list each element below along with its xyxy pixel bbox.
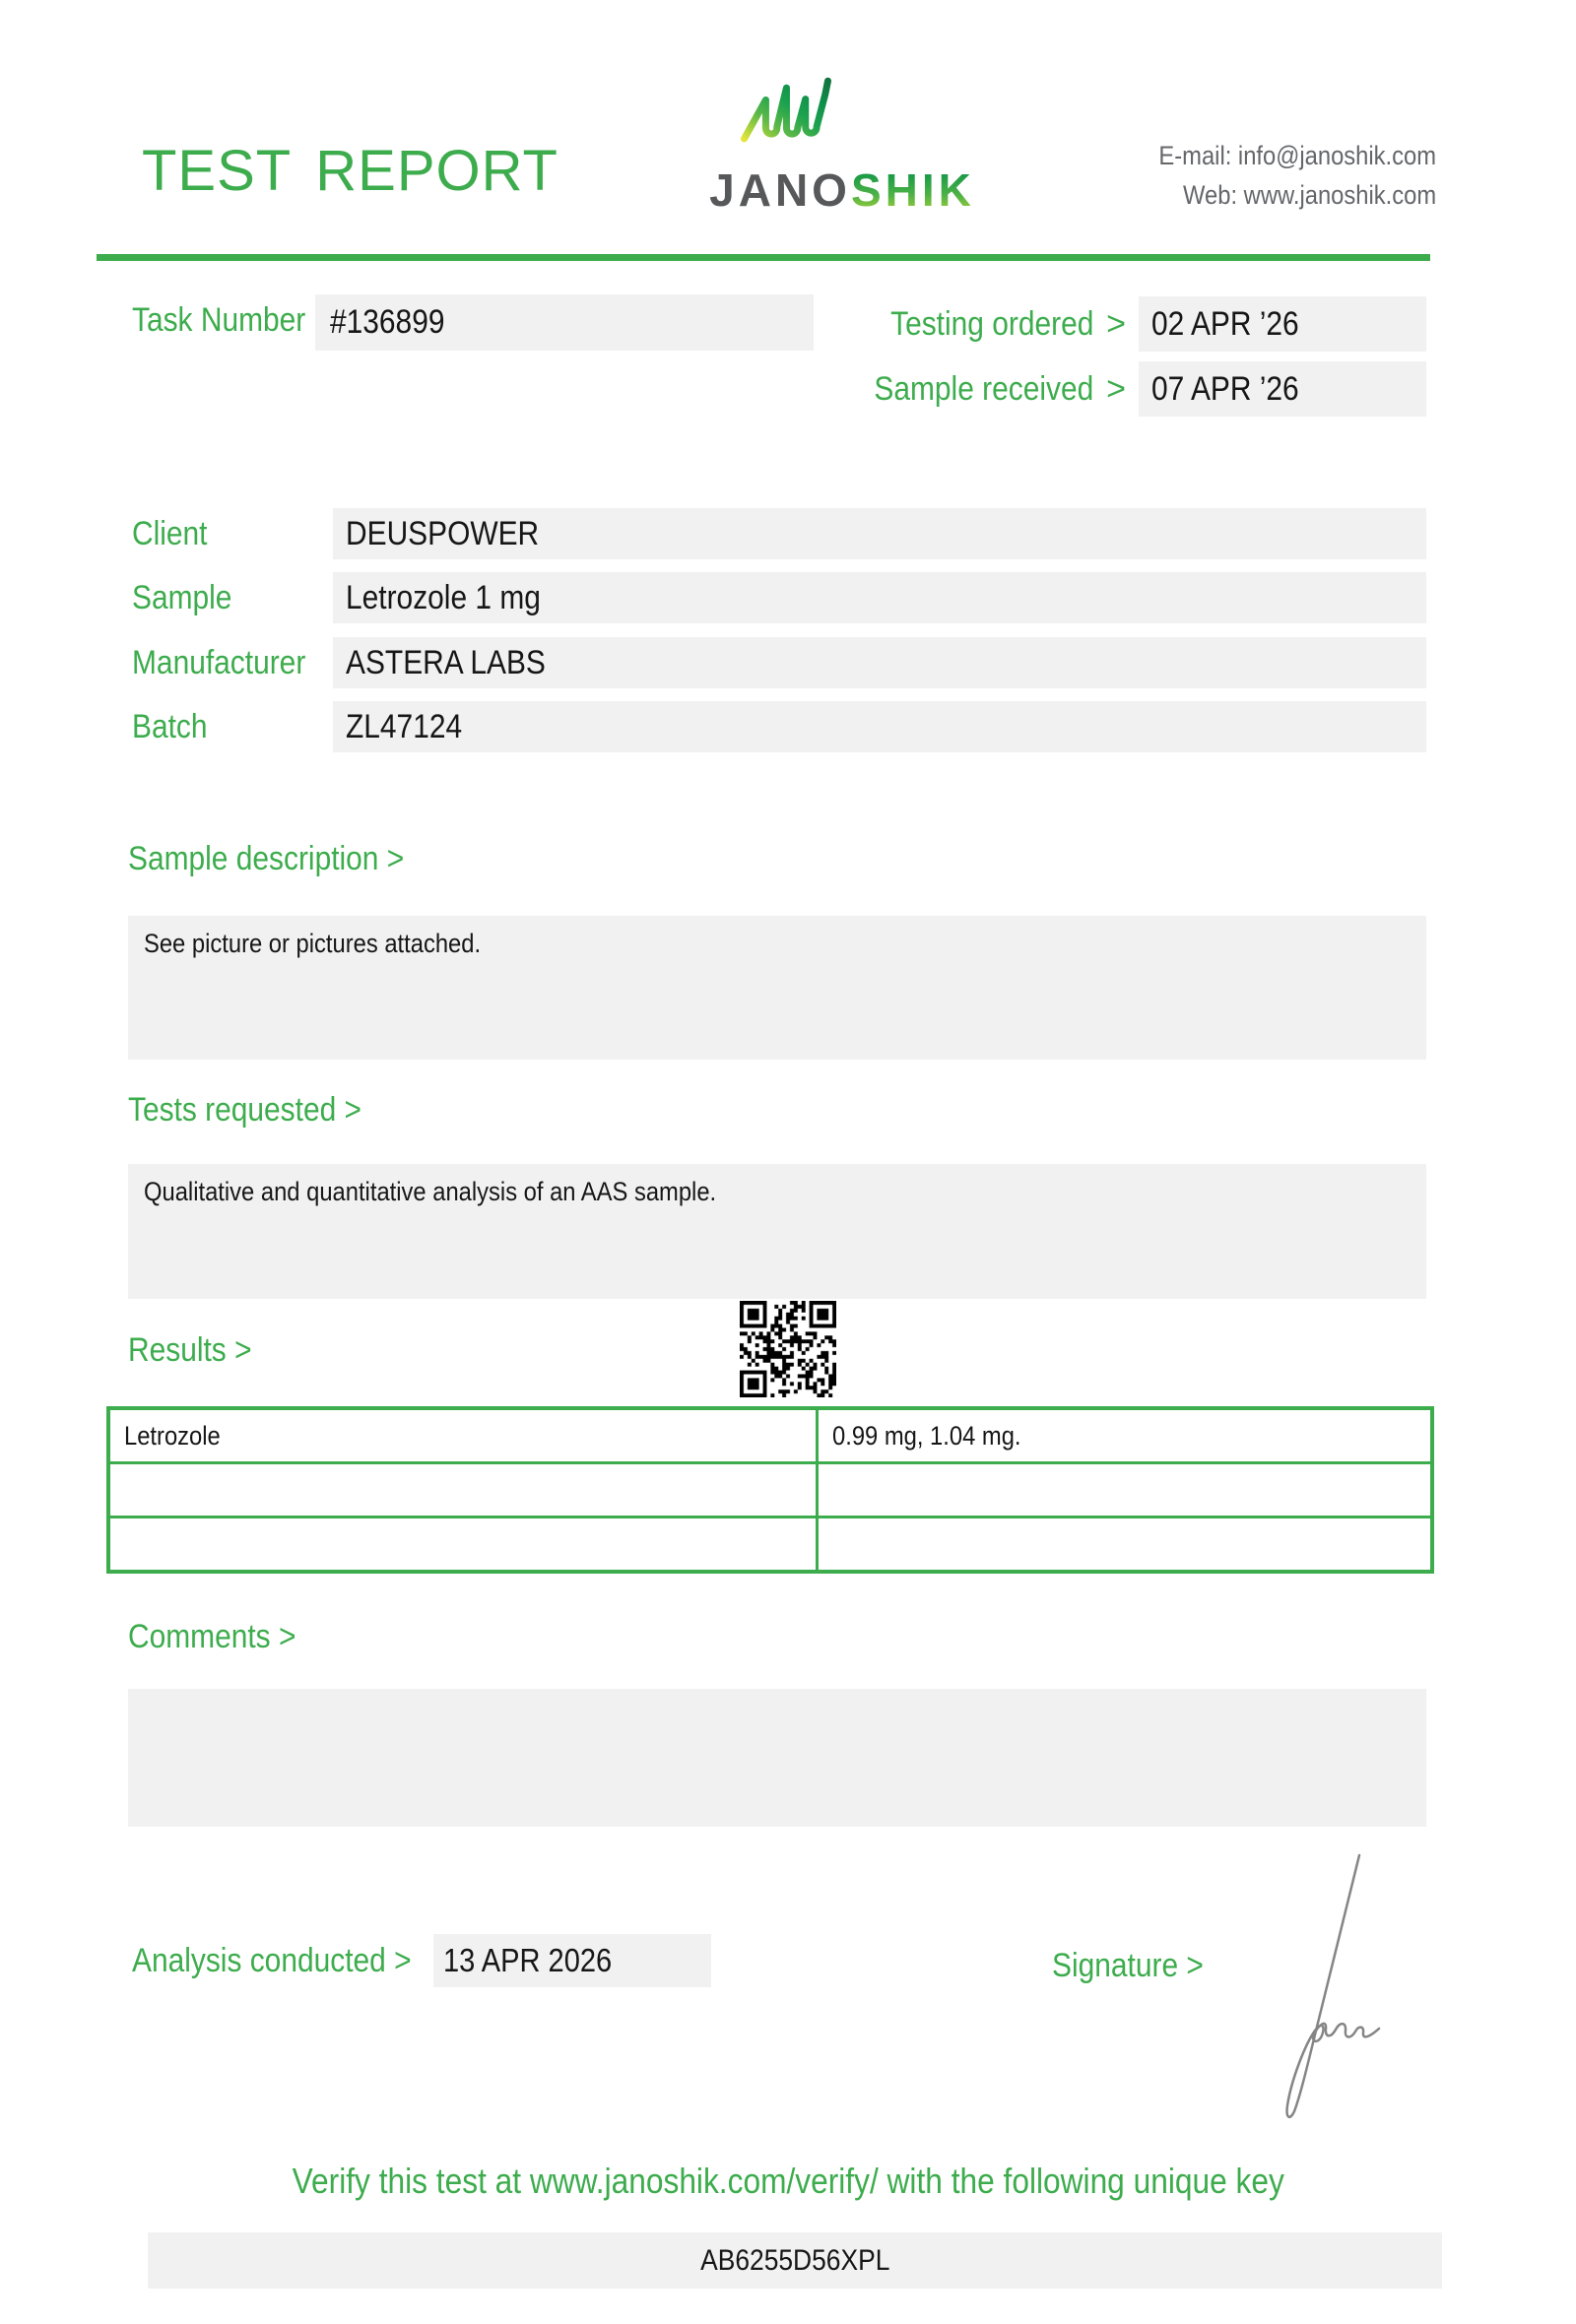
- sample-description-box: See picture or pictures attached.: [128, 916, 1426, 1060]
- result-substance-cell: [108, 1517, 818, 1573]
- detail-row-manufacturer: [132, 637, 1426, 688]
- testing-ordered-label: Testing ordered: [889, 304, 1094, 343]
- brand-logo-left: JANO: [709, 164, 851, 216]
- result-value-cell: [818, 1463, 1432, 1517]
- manufacturer-value: ASTERA LABS: [333, 637, 1426, 688]
- tests-requested-heading: Tests requested >: [128, 1091, 362, 1129]
- detail-row-batch: [132, 701, 1426, 752]
- task-number-value: #136899: [315, 294, 814, 351]
- contact-email: E-mail: info@janoshik.com: [1158, 141, 1436, 170]
- sample-description-heading: Sample description >: [128, 840, 405, 877]
- result-substance-cell: Letrozole: [108, 1408, 818, 1463]
- results-heading: Results >: [128, 1331, 252, 1369]
- detail-row-sample: [132, 572, 1426, 623]
- tests-requested-box: Qualitative and quantitative analysis of an AAS sample.: [128, 1164, 1426, 1299]
- result-substance-cell: [108, 1463, 818, 1517]
- batch-value: ZL47124: [333, 701, 1426, 752]
- batch-label: Batch: [132, 708, 208, 745]
- comments-box: [128, 1689, 1426, 1827]
- verify-key: AB6255D56XPL: [148, 2232, 1442, 2289]
- sample-received-arrow: >: [1106, 369, 1126, 408]
- testing-ordered-value: 02 APR ’26: [1139, 296, 1426, 352]
- brand-logo-right: SHIK: [850, 164, 975, 216]
- results-row: [108, 1408, 1432, 1463]
- analysis-conducted-label: Analysis conducted >: [132, 1942, 412, 1979]
- qr-code: [740, 1301, 836, 1397]
- testing-ordered-row: [863, 296, 1426, 352]
- contact-block: [1121, 136, 1436, 215]
- analysis-conducted-value: 13 APR 2026: [433, 1934, 711, 1987]
- signature-label: Signature >: [1052, 1947, 1204, 1984]
- results-row: [108, 1463, 1432, 1517]
- results-row: [108, 1517, 1432, 1573]
- brand-logo: [680, 163, 1005, 217]
- detail-row-client: [132, 508, 1426, 559]
- page-title: TEST REPORT: [142, 139, 558, 203]
- signature-image: [1264, 1847, 1384, 2140]
- sample-value: Letrozole 1 mg: [333, 572, 1426, 623]
- result-value-cell: [818, 1517, 1432, 1573]
- task-number-label: Task Number: [132, 301, 306, 339]
- sample-received-value: 07 APR ’26: [1139, 361, 1426, 417]
- header-divider: [97, 254, 1430, 261]
- sample-label: Sample: [132, 579, 232, 616]
- client-label: Client: [132, 515, 208, 552]
- result-value-cell: 0.99 mg, 1.04 mg.: [818, 1408, 1432, 1463]
- trend-chart-icon: [741, 75, 831, 151]
- verify-instruction: Verify this test at www.janoshik.com/verify/ with the following unique key: [292, 2161, 1284, 2201]
- client-value: DEUSPOWER: [333, 508, 1426, 559]
- results-table: [106, 1406, 1434, 1574]
- contact-web: Web: www.janoshik.com: [1182, 180, 1436, 210]
- sample-received-label: Sample received: [874, 369, 1094, 408]
- sample-received-row: [844, 361, 1426, 417]
- testing-ordered-arrow: >: [1106, 304, 1126, 343]
- manufacturer-label: Manufacturer: [132, 644, 306, 681]
- comments-heading: Comments >: [128, 1618, 296, 1655]
